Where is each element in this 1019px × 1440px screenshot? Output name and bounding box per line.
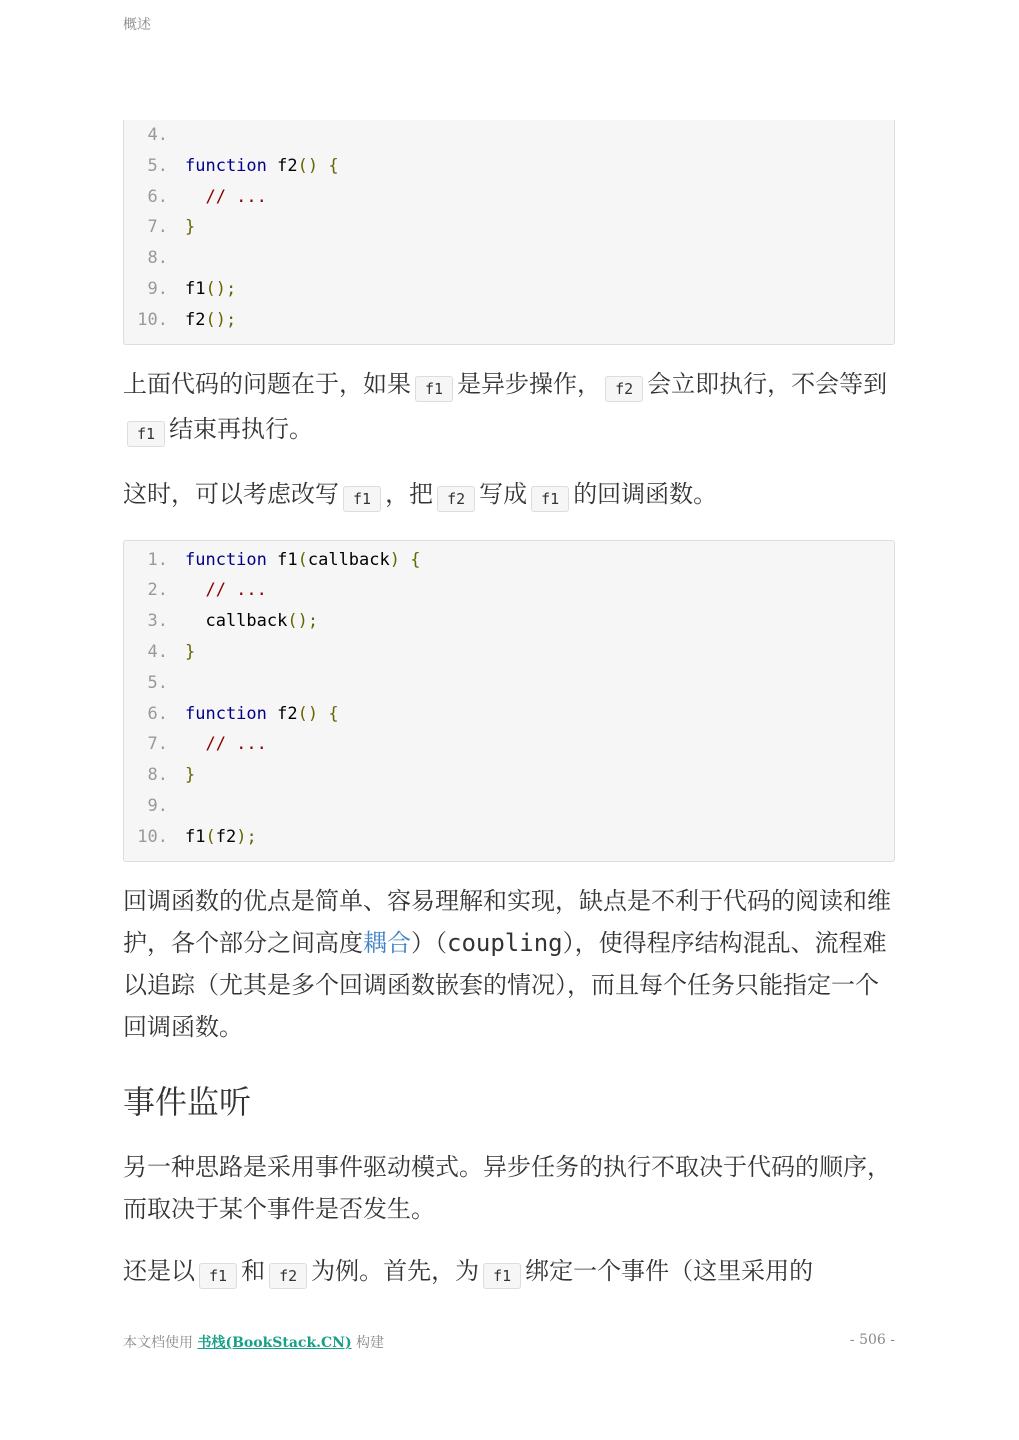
text: 会立即执行，不会等到 bbox=[647, 369, 888, 398]
paragraph bbox=[123, 363, 895, 453]
text: ，把 bbox=[385, 479, 434, 508]
text: ），使得程序结构混乱、流程难以追踪（尤其是多个回调函数嵌套的情况），而且每个任务只能指定一个回调函数。 bbox=[123, 928, 887, 1041]
code-line bbox=[124, 212, 894, 243]
inline-code: f1 bbox=[531, 486, 569, 512]
code-token: { bbox=[400, 549, 421, 570]
line-number: 2. bbox=[147, 580, 168, 601]
page-content bbox=[123, 120, 895, 1295]
code-token: ) bbox=[389, 549, 400, 570]
code-line bbox=[124, 699, 894, 730]
paragraph bbox=[123, 1146, 895, 1230]
code-line bbox=[124, 760, 894, 791]
code-token: { bbox=[318, 155, 339, 176]
code-line bbox=[124, 822, 894, 853]
line-number: 4. bbox=[147, 641, 168, 662]
code-token: f2 bbox=[185, 309, 206, 330]
inline-code: f1 bbox=[199, 1263, 237, 1289]
code-token: // ... bbox=[185, 734, 267, 755]
inline-code: f1 bbox=[483, 1263, 521, 1289]
code-line bbox=[124, 243, 894, 274]
footer-credit bbox=[123, 1332, 384, 1352]
code-token: f2 bbox=[266, 703, 298, 724]
inline-code: f1 bbox=[127, 421, 165, 447]
code-token: ( bbox=[205, 826, 216, 847]
code-line bbox=[124, 791, 894, 822]
code-line bbox=[124, 305, 894, 336]
code-token: (); bbox=[205, 309, 237, 330]
code-token: { bbox=[318, 703, 339, 724]
line-number: 10. bbox=[137, 826, 168, 847]
code-token: ); bbox=[236, 826, 257, 847]
line-number: 7. bbox=[147, 217, 168, 238]
text: 和 bbox=[241, 1256, 266, 1285]
code-token: () bbox=[297, 155, 319, 176]
code-token: // ... bbox=[185, 580, 267, 601]
code-token: f1 bbox=[185, 278, 206, 299]
code-token: f1 bbox=[185, 826, 206, 847]
text: 结束再执行。 bbox=[169, 414, 314, 443]
text: 另一种思路是采用事件驱动模式。异步任务的执行不取决于代码的顺序，而取决于某个事件是否发生。 bbox=[123, 1152, 891, 1223]
running-header: 概述 bbox=[123, 17, 151, 33]
paragraph bbox=[123, 1250, 895, 1295]
inline-code: f2 bbox=[269, 1263, 307, 1289]
text: 为例。首先，为 bbox=[311, 1256, 480, 1285]
text: 回调函数的优点是简单、容易理解和实现，缺点是不利于代码的阅读和维护，各个部分之间高度 bbox=[123, 886, 891, 957]
code-token: callback bbox=[185, 611, 288, 632]
text: ）（ bbox=[411, 928, 447, 957]
inline-code: f2 bbox=[437, 486, 475, 512]
code-token: function bbox=[185, 703, 267, 724]
text: 上面代码的问题在于，如果 bbox=[123, 369, 411, 398]
code-line bbox=[124, 606, 894, 637]
code-line bbox=[124, 182, 894, 213]
text: 的回调函数。 bbox=[573, 479, 718, 508]
text: 绑定一个事件（这里采用的 bbox=[525, 1256, 814, 1285]
text: coupling bbox=[447, 928, 563, 957]
code-line bbox=[124, 575, 894, 606]
code-block bbox=[123, 540, 895, 862]
code-line bbox=[124, 120, 894, 151]
line-number: 3. bbox=[147, 611, 168, 632]
text: 还是以 bbox=[123, 1256, 195, 1285]
code-line bbox=[124, 151, 894, 182]
line-number: 5. bbox=[147, 672, 168, 693]
paragraph bbox=[123, 880, 895, 1048]
footer-text: 本文档使用 bbox=[123, 1335, 198, 1351]
code-token: // ... bbox=[185, 186, 267, 207]
line-number: 8. bbox=[147, 248, 168, 269]
page-number: - 506 - bbox=[849, 1332, 895, 1348]
inline-code: f2 bbox=[605, 376, 643, 402]
footer-text: 构建 bbox=[351, 1335, 385, 1351]
code-token: () bbox=[297, 703, 319, 724]
line-number: 4. bbox=[147, 125, 168, 145]
code-line bbox=[124, 668, 894, 699]
line-number: 10. bbox=[137, 309, 168, 330]
line-number: 7. bbox=[147, 734, 168, 755]
code-token: ( bbox=[297, 549, 308, 570]
line-number: 6. bbox=[147, 186, 168, 207]
line-number: 5. bbox=[147, 155, 168, 176]
text: 写成 bbox=[479, 479, 528, 508]
code-token: f2 bbox=[266, 155, 298, 176]
line-number: 8. bbox=[147, 765, 168, 786]
coupling-link[interactable]: 耦合 bbox=[363, 928, 411, 957]
line-number: 9. bbox=[147, 795, 168, 816]
code-token: (); bbox=[287, 611, 319, 632]
paragraph bbox=[123, 473, 895, 518]
inline-code: f1 bbox=[415, 376, 453, 402]
code-token: } bbox=[185, 765, 196, 786]
code-token: function bbox=[185, 155, 267, 176]
code-token: } bbox=[185, 217, 196, 238]
line-number: 9. bbox=[147, 278, 168, 299]
line-number: 6. bbox=[147, 703, 168, 724]
code-token: f1 bbox=[266, 549, 298, 570]
code-token: function bbox=[185, 549, 267, 570]
code-token: f2 bbox=[215, 826, 237, 847]
line-number: 1. bbox=[147, 549, 168, 570]
code-block-continued bbox=[123, 120, 895, 345]
code-token: callback bbox=[307, 549, 390, 570]
text: 是异步操作， bbox=[457, 369, 602, 398]
bookstack-link[interactable]: 书栈(BookStack.CN) bbox=[197, 1335, 352, 1351]
text: 这时，可以考虑改写 bbox=[123, 479, 339, 508]
code-line bbox=[124, 545, 894, 576]
code-token: (); bbox=[205, 278, 237, 299]
section-heading: 事件监听 bbox=[123, 1082, 252, 1121]
code-line bbox=[124, 729, 894, 760]
code-line bbox=[124, 274, 894, 305]
code-token: } bbox=[185, 641, 196, 662]
code-line bbox=[124, 637, 894, 668]
inline-code: f1 bbox=[343, 486, 381, 512]
